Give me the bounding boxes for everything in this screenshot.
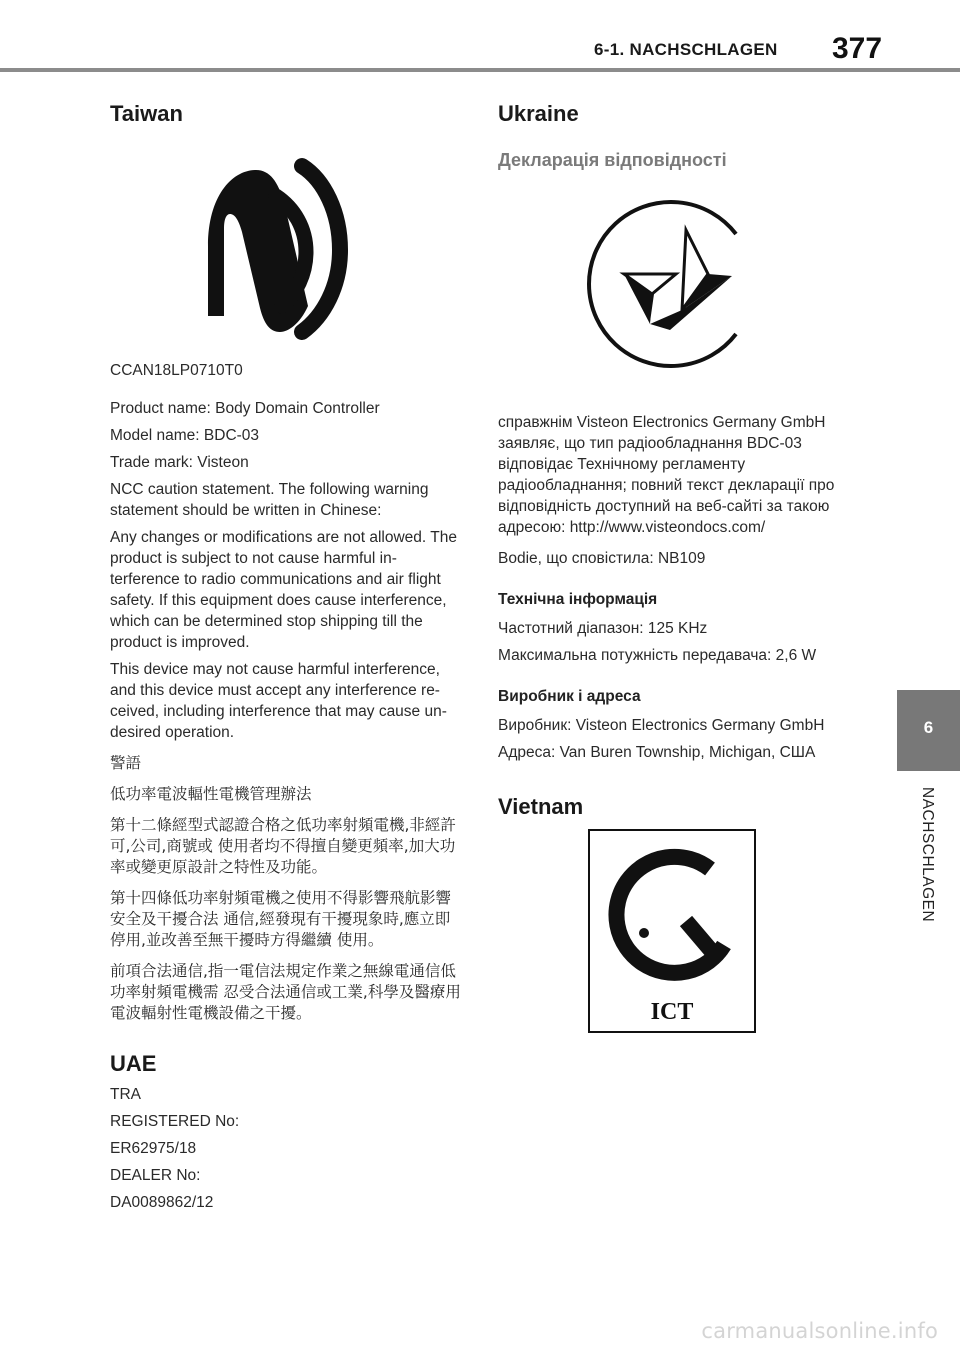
taiwan-trade-mark: Trade mark: Visteon: [110, 454, 249, 471]
left-column: [110, 100, 462, 1213]
ukraine-power: Максимальна потужність передавача: 2,6 W: [498, 647, 817, 664]
ncc-logo: [190, 156, 358, 342]
taiwan-chinese-legal-comm: 前項合法通信,指一電信法規定作業之無線電通信低功率射頻電機需 忍受合法通信或工業,科學及醫療用電波輻射性電機設備之干擾。: [110, 962, 461, 1022]
ukraine-declaration: справжнім Visteon Electronics Germany GmbH заявляє, що тип радіообладнання BDC-03 відповідає Технічному регламенту радіообладнання; повний текст декларації про відповідність доступний на веб-сайті за такою адресою: http://www.visteondocs.com/: [498, 414, 835, 536]
header-divider: [0, 68, 960, 72]
taiwan-modifications-text: Any changes or modifications are not allowed. The product is subject to not cause harmful in-terference to radio communications and air flight safety. If this equipment does cause interference, which can be determined stop shipping till the product is improved.: [110, 529, 457, 651]
ukraine-tech-heading: Технічна інформація: [498, 591, 658, 608]
taiwan-chinese-article-14: 第十四條低功率射頻電機之使用不得影響飛航影響安全及干擾合法 通信,經發現有干擾現象時,應立即停用,並改善至無干擾時方得繼續 使用。: [110, 889, 452, 949]
uae-line: TRA: [110, 1086, 141, 1103]
vietnam-ict-logo: [588, 829, 756, 1033]
taiwan-interference-text: This device may not cause harmful interference, and this device must accept any interference re-ceived, including interference that may cause un-desired operation.: [110, 661, 447, 741]
taiwan-product-name: Product name: Body Domain Controller: [110, 400, 380, 417]
chapter-tab[interactable]: [897, 690, 960, 771]
ukraine-frequency: Частотний діапазон: 125 KHz: [498, 620, 708, 637]
uae-line: ER62975/18: [110, 1140, 197, 1157]
taiwan-chinese-article-12: 第十二條經型式認證合格之低功率射頻電機,非經許可,公司,商號或 使用者均不得擅自變更頻率,加大功率或變更原設計之特性及功能。: [110, 816, 456, 876]
ukraine-subheading: Декларація відповідності: [498, 150, 727, 170]
ncc-code: CCAN18LP0710T0: [110, 362, 243, 379]
ukraine-manufacturer: Виробник: Visteon Electronics Germany GmbH: [498, 717, 825, 734]
chapter-label: NACHSCHLAGEN: [919, 787, 936, 923]
ukraine-notified-body: Bodie, що сповістила: NB109: [498, 550, 706, 567]
taiwan-model-name: Model name: BDC-03: [110, 427, 260, 444]
right-column: [498, 100, 850, 1033]
taiwan-heading: Taiwan: [110, 101, 183, 126]
uae-line: REGISTERED No:: [110, 1113, 240, 1130]
uae-line: DEALER No:: [110, 1167, 201, 1184]
taiwan-chinese-heading: 警語: [110, 754, 142, 772]
taiwan-ncc-caution: NCC caution statement. The following warning statement should be written in Chinese:: [110, 481, 429, 519]
uae-heading: UAE: [110, 1051, 157, 1076]
uae-line: DA0089862/12: [110, 1194, 214, 1211]
page-number: 377: [832, 32, 883, 65]
ukraine-heading: Ukraine: [498, 101, 579, 126]
ukraine-address: Адреса: Van Buren Township, Michigan, США: [498, 744, 816, 761]
ukraine-conformity-mark: [586, 194, 766, 374]
chapter-number: 6: [923, 718, 934, 737]
taiwan-chinese-title: 低功率電波輻性電機管理辦法: [110, 785, 312, 803]
running-header-section: 6-1. NACHSCHLAGEN: [594, 40, 778, 59]
ict-logo-text: ICT: [650, 999, 694, 1025]
vietnam-heading: Vietnam: [498, 794, 584, 819]
ukraine-maker-heading: Виробник і адреса: [498, 688, 641, 705]
site-watermark: carmanualsonline.info: [701, 1319, 938, 1343]
